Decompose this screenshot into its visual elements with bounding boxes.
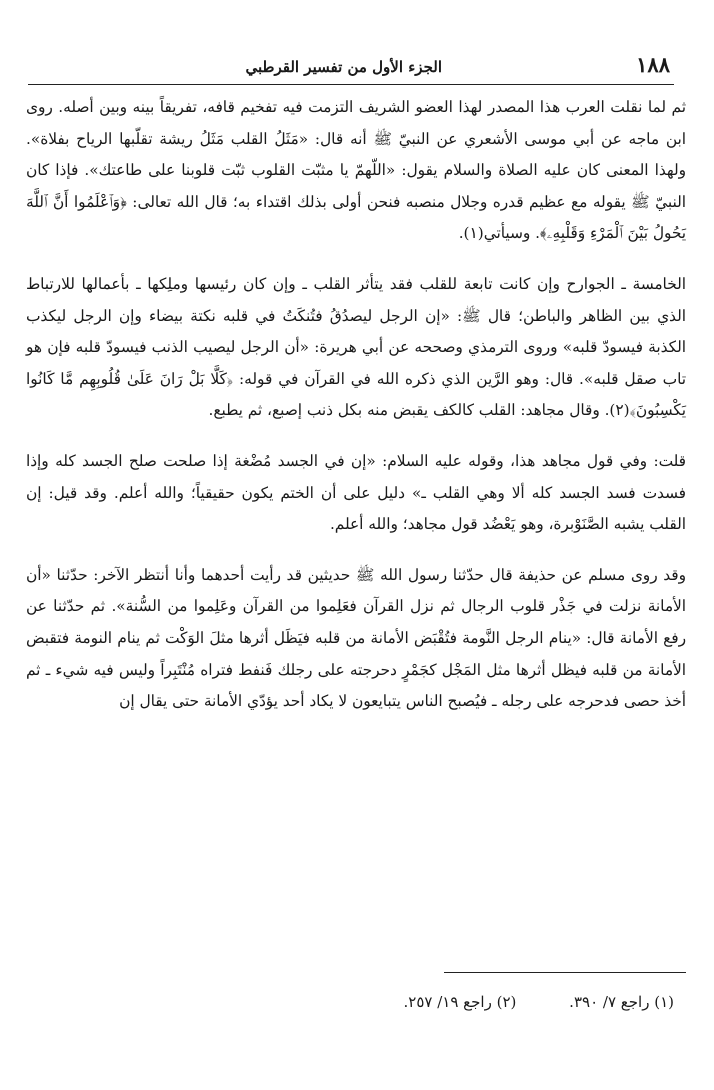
footnote: (٢) راجع ١٩/ ٢٥٧. (403, 993, 517, 1011)
running-title: الجزء الأول من تفسير القرطبي (245, 58, 442, 76)
paragraph: الخامسة ـ الجوارح وإن كانت تابعة للقلب فقد يتأثر القلب ـ وإن كان رئيسها وملِكها ـ بأعمالها للارتباط الذي بين الظاهر والباطن؛ قال ﷺ: «إن الرجل ليصدُقُ فتُنكَتُ في قلبه نكتة بيضاء وإن الرجل ليكذب الكذبة فيسودّ قلبه» وروى الترمذي وصححه عن أبي هريرة: «أن الرجل ليصيب الذنب فيسودّ قلبه فإن هو تاب صقل قلبه». قال: وهو الرَّين الذي ذكره الله في القرآن في قوله: ﴿كَلَّا بَلْ رَانَ عَلَىٰ قُلُوبِهِم مَّا كَانُوا يَكْسِبُونَ﴾(٢). وقال مجاهد: القلب كالكف يقبض منه بكل ذنب إصبع، ثم يطبع. (26, 274, 686, 420)
paragraph: قلت: وفي قول مجاهد هذا، وقوله عليه السلام: «إن في الجسد مُضْغة إذا صلحت صلح الجسد كله وإذا فسدت فسد الجسد كله ألا وهي القلب ـ» دليل على أن الختم يكون حقيقياً؛ والله أعلم. وقد قيل: إن القلب يشبه الصَّنَوْبرة، وهو يَعْضُد قول مجاهد؛ والله أعلم. (26, 451, 686, 534)
footnote-divider (444, 972, 686, 973)
footnotes (100, 990, 674, 1014)
footnote: (١) راجع ٧/ ٣٩٠. (569, 993, 674, 1011)
page-number: ١٨٨ (636, 52, 670, 77)
body-text (26, 92, 686, 718)
paragraph: ثم لما نقلت العرب هذا المصدر لهذا العضو الشريف التزمت فيه تفخيم قافه، تفريقاً بينه وبين أصله. روى ابن ماجه عن أبي موسى الأشعري عن النبيّ ﷺ أنه قال: «مَثَلُ القلب مَثَلُ ريشة تقلّبها الرياح بفلاة». ولهذا المعنى كان عليه الصلاة والسلام يقول: «اللّهمّ يا مثبّت القلوب ثبّت قلوبنا على طاعتك». فإذا كان النبيّ ﷺ يقوله مع عظيم قدره وجلال منصبه فنحن أولى بذلك اقتداء به؛ قال الله تعالى: ﴿وَٱعْلَمُوا أَنَّ ٱللَّهَ يَحُولُ بَيْنَ ٱلْمَرْءِ وَقَلْبِهِۦ﴾. وسيأتي(١). (26, 98, 686, 243)
paragraph: وقد روى مسلم عن حذيفة قال حدّثنا رسول الله ﷺ حديثين قد رأيت أحدهما وأنا أنتظر الآخر: حدّثنا «أن الأمانة نزلت في جَذْر قلوب الرجال ثم نزل القرآن فعَلِموا من القرآن وعَلِموا من السُّنة». ثم حدّثنا عن رفع الأمانة قال: «ينام الرجل النَّومة فتُقْبَض الأمانة من قلبه فيَظَل أثرها مثلَ الوَكْت ثم ينام النومة فتقبض الأمانة من قلبه فيظل أثرها مثل المَجْل كجَمْرٍ دحرجته على رجلك فَنفط فتراه مُنْتَبِراً وليس فيه شيء ـ ثم أخذ حصى فدحرجه على رجله ـ فيُصبح الناس يتبايعون لا يكاد أحد يؤدّي الأمانة حتى يقال إن (26, 565, 686, 711)
page-header (28, 50, 674, 85)
